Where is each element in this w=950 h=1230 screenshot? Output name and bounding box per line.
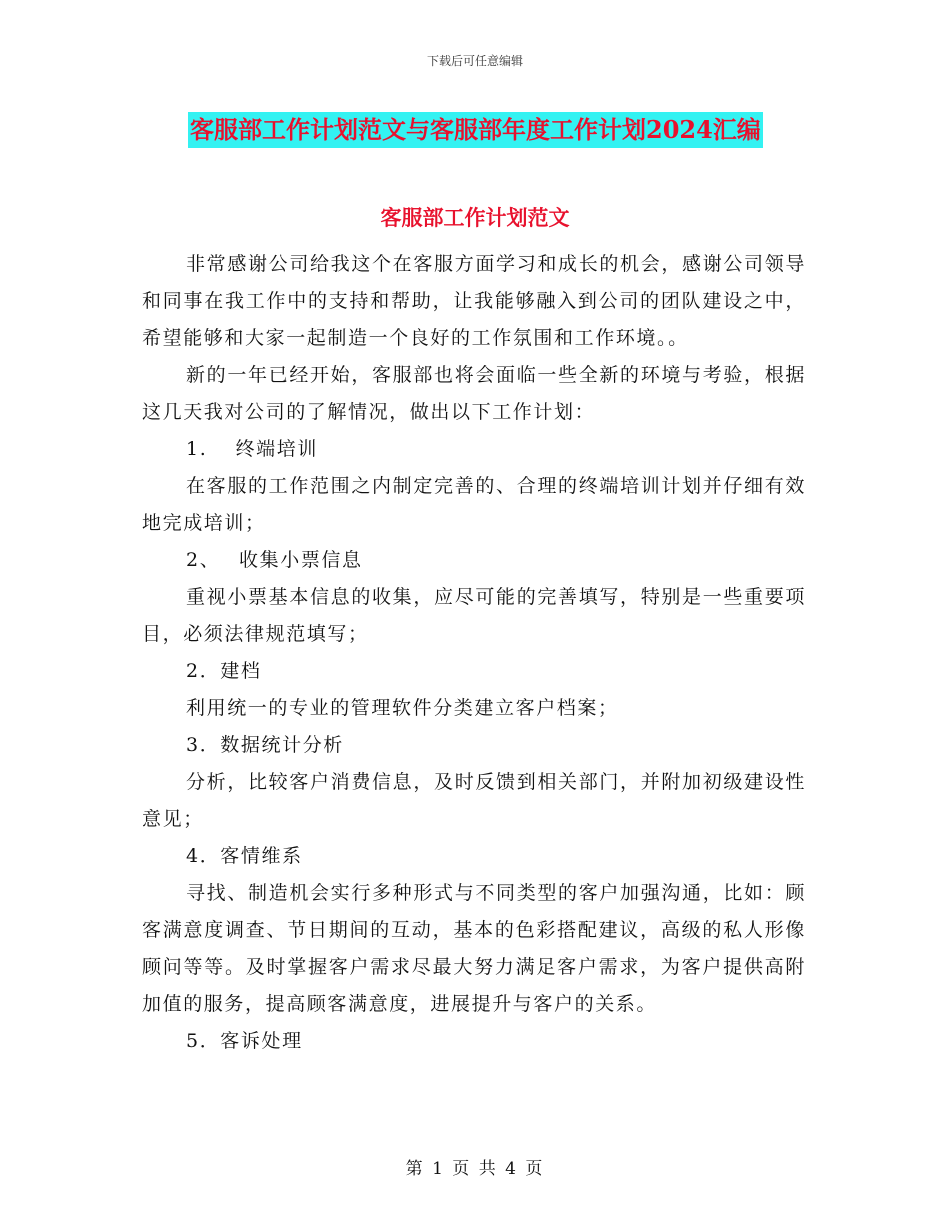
- header-note: 下载后可任意编辑: [426, 54, 523, 68]
- list-heading: 2．建档: [186, 660, 262, 682]
- list-heading: 4．客情维系: [186, 845, 303, 867]
- paragraph: 分析，比较客户消费信息，及时反馈到相关部门，并附加初级建设性意见；: [142, 771, 806, 830]
- document-title: 客服部工作计划范文与客服部年度工作计划2024汇编: [188, 112, 763, 148]
- list-heading: 3．数据统计分析: [186, 734, 344, 756]
- list-heading: 5．客诉处理: [186, 1030, 303, 1052]
- list-heading: 1. 终端培训: [186, 438, 318, 460]
- page-footer: 第 1 页 共 4 页: [405, 1159, 545, 1179]
- section-title: 客服部工作计划范文: [380, 205, 570, 230]
- paragraph: 新的一年已经开始，客服部也将会面临一些全新的环境与考验，根据这几天我对公司的了解情况，做出以下工作计划：: [142, 364, 806, 423]
- paragraph: 利用统一的专业的管理软件分类建立客户档案；: [186, 697, 619, 719]
- paragraph: 在客服的工作范围之内制定完善的、合理的终端培训计划并仔细有效地完成培训；: [142, 475, 806, 534]
- paragraph: 非常感谢公司给我这个在客服方面学习和成长的机会，感谢公司领导和同事在我工作中的支持和帮助，让我能够融入到公司的团队建设之中，希望能够和大家一起制造一个良好的工作氛围和工作环境。。: [142, 253, 806, 349]
- paragraph: 寻找、制造机会实行多种形式与不同类型的客户加强沟通，比如：顾客满意度调查、节日期间的互动，基本的色彩搭配建议，高级的私人形像顾问等等。及时掌握客户需求尽最大努力满足客户需求，为客户提供高附加值的服务，提高顾客满意度，进展提升与客户的关系。: [142, 882, 806, 1015]
- paragraph: 重视小票基本信息的收集，应尽可能的完善填写，特别是一些重要项目，必须法律规范填写；: [142, 586, 806, 645]
- list-heading: 2、 收集小票信息: [186, 549, 363, 571]
- document-body: [142, 246, 806, 1060]
